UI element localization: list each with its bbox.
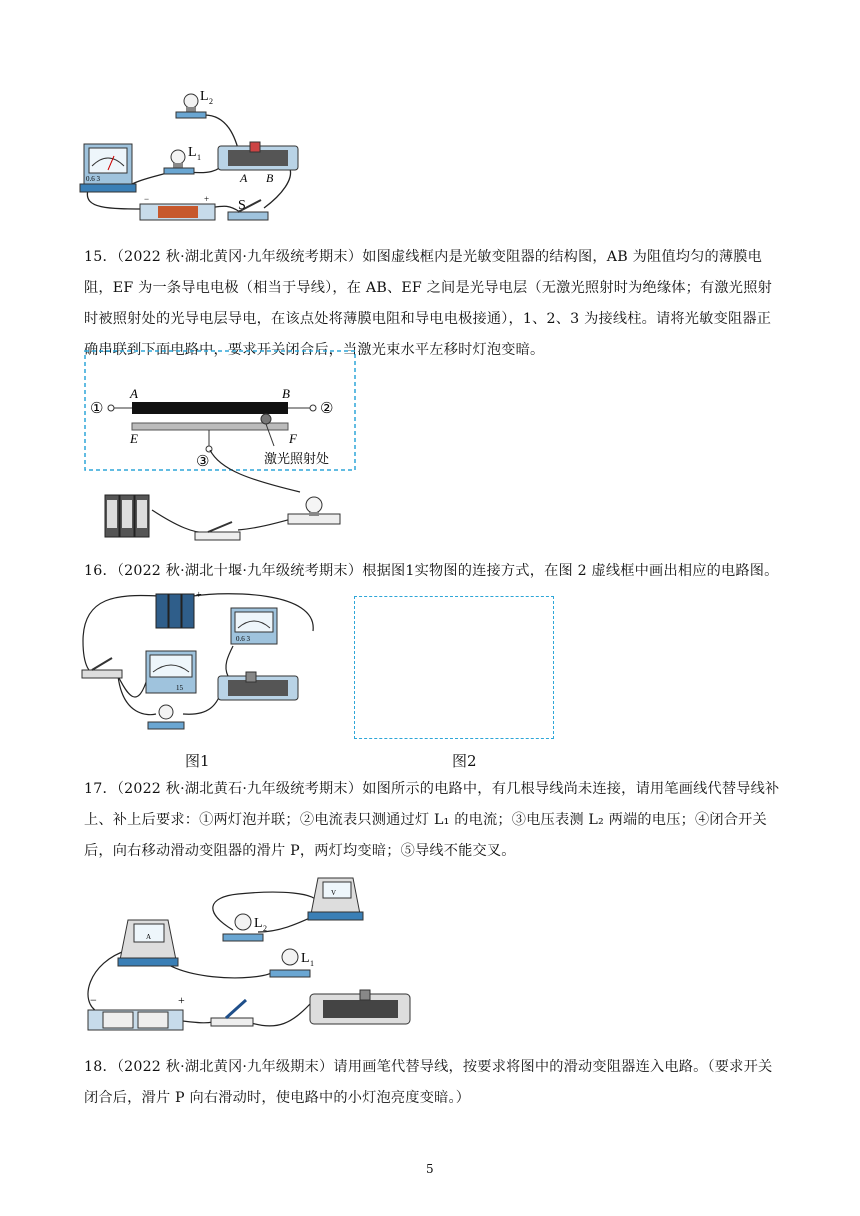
q16-figure-1 xyxy=(78,586,323,741)
label-f: F xyxy=(289,431,297,446)
question-17-text: 17．（2022 秋·湖北黄石·九年级统考期末）如图所示的电路中，有几根导线尚未连接，请用笔画线代替导线补上、补上后要求：①两灯泡并联；②电流表只测通过灯 L₁ 的电流；③电压表测 L₂ 两端的电压；④闭合开关后，向右移动滑动变阻器的滑片 P，两灯均变暗；⑤导线不能交叉。 xyxy=(84,781,780,859)
label-a: A xyxy=(130,386,138,401)
figure-2-caption: 图2 xyxy=(452,752,477,770)
l1-label: L xyxy=(188,145,197,160)
question-16-text: 16．（2022 秋·湖北十堰·九年级统考期末）根据图1实物图的连接方式，在图 2 虚线框中画出相应的电路图。 xyxy=(84,563,779,579)
voltmeter-scale: 15 xyxy=(176,684,183,692)
question-15-text: 15．（2022 秋·湖北黄冈·九年级统考期末）如图虚线框内是光敏变阻器的结构图，AB 为阻值均匀的薄膜电阻，EF 为一条导电电极（相当于导线），在 AB、EF 之间是光导电层（无激光照射时为绝缘体；有激光照射时被照射处的光导电层导电，在该点处将薄膜电阻和导电电极接通），1、2、3 为接线柱。请将光敏变阻器正确串联到下面电路中，要求开关闭合后，当激光束水平左移时灯泡变暗。 xyxy=(84,249,772,358)
l2-subscript: 2 xyxy=(263,924,267,933)
terminal-3-label: ③ xyxy=(196,454,210,470)
rheostat-terminal-b-label: B xyxy=(266,171,274,185)
switch-s-label: S xyxy=(238,198,246,213)
battery-minus: − xyxy=(144,194,150,204)
rheostat-terminal-a-label: A xyxy=(240,171,248,185)
ammeter-scale-label: 0.6 3 xyxy=(86,175,100,183)
terminal-2-label: ② xyxy=(320,401,334,417)
svg-text:+: + xyxy=(196,590,202,601)
q15-circuit-figure xyxy=(100,450,350,550)
l2-label: L xyxy=(254,916,263,931)
l1-subscript: 1 xyxy=(310,959,314,968)
ammeter-label: A xyxy=(146,933,152,941)
page-number: 5 xyxy=(426,1162,434,1176)
battery-plus: + xyxy=(204,194,210,204)
l1-subscript: 1 xyxy=(197,153,201,162)
l2-label: L xyxy=(200,89,209,104)
l2-subscript: 2 xyxy=(209,97,213,106)
terminal-1-label: ① xyxy=(90,401,104,417)
battery-minus: − xyxy=(90,993,97,1007)
l1-label: L xyxy=(301,951,310,966)
figure-2-dashed-box xyxy=(354,596,554,739)
voltmeter-label: V xyxy=(331,889,337,897)
q17-circuit-figure xyxy=(78,872,423,1040)
battery-plus: + xyxy=(178,993,185,1007)
q14-circuit-figure xyxy=(78,84,308,234)
label-b: B xyxy=(282,386,290,401)
label-e: E xyxy=(130,431,138,446)
figure-1-caption: 图1 xyxy=(185,752,210,770)
laser-spot-label: 激光照射处 xyxy=(264,451,330,466)
question-18-text: 18．（2022 秋·湖北黄冈·九年级期末）请用画笔代替导线，按要求将图中的滑动变阻器连入电路。（要求开关闭合后，滑片 P 向右滑动时，使电路中的小灯泡亮度变暗。） xyxy=(84,1059,773,1106)
ammeter-scale: 0.6 3 xyxy=(236,635,250,643)
